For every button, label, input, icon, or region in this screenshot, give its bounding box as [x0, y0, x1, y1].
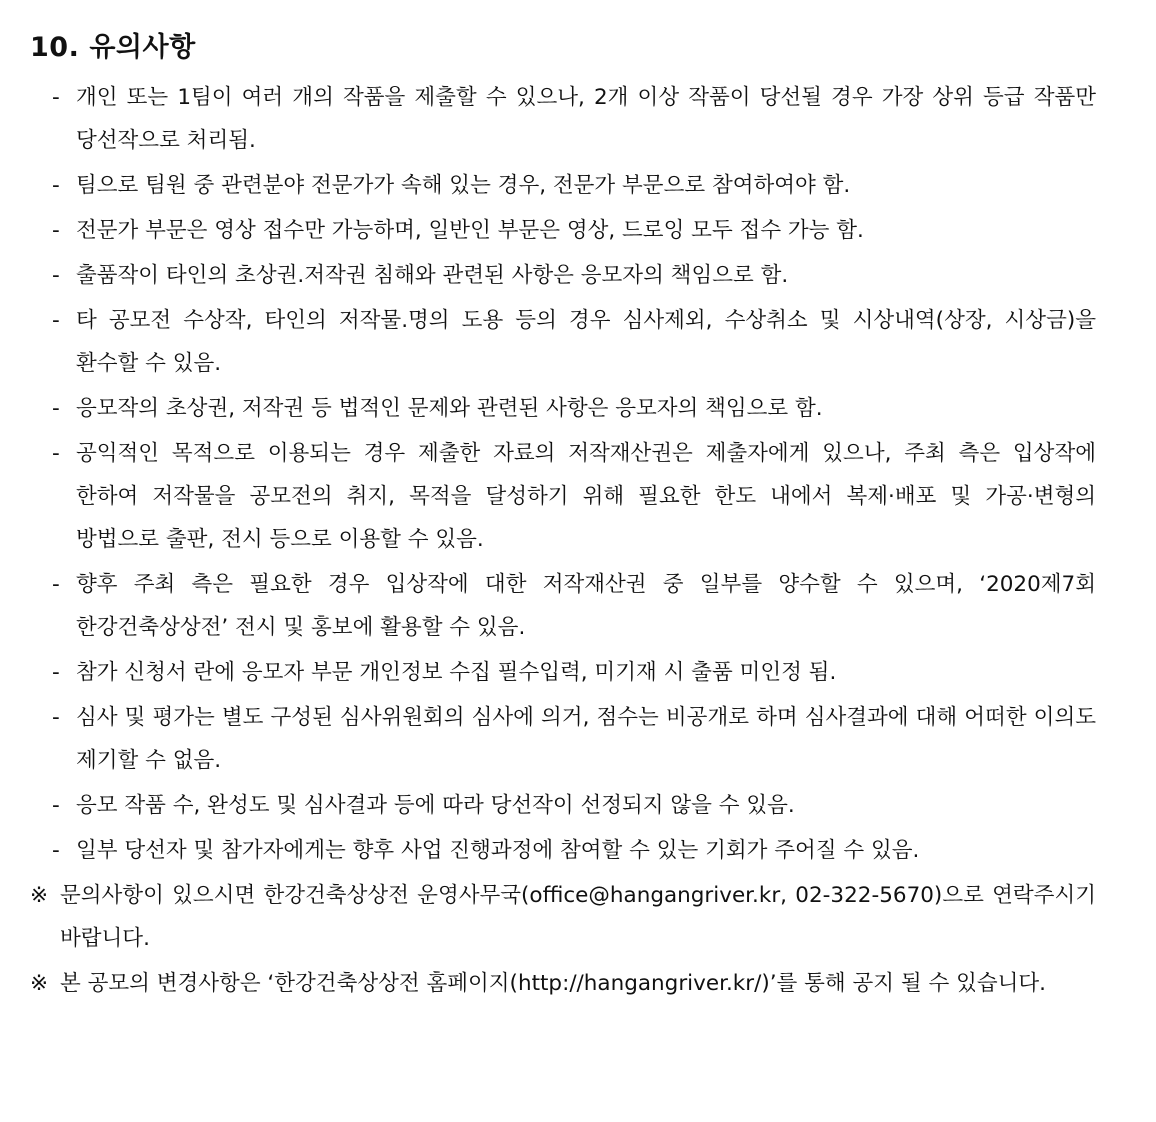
notice-item [30, 432, 1096, 561]
section-number: 10. [30, 32, 80, 63]
bullet-marker: - [52, 705, 60, 730]
notice-item [30, 651, 1096, 694]
bullet-marker: - [52, 85, 60, 110]
reference-mark: ※ [30, 971, 49, 996]
notice-item-text: 팀으로 팀원 중 관련분야 전문가가 속해 있는 경우, 전문가 부문으로 참여하여야 함. [76, 173, 851, 198]
change-notice-text: 본 공모의 변경사항은 ‘한강건축상상전 홈페이지(http://hangangriver.kr/)’를 통해 공지 될 수 있습니다. [60, 971, 1047, 996]
notice-item-text: 타 공모전 수상작, 타인의 저작물.명의 도용 등의 경우 심사제외, 수상취소 및 시상내역(상장, 시상금)을 환수할 수 있음. [76, 308, 1096, 376]
notice-item-text: 개인 또는 1팀이 여러 개의 작품을 제출할 수 있으나, 2개 이상 작품이 당선될 경우 가장 상위 등급 작품만 당선작으로 처리됨. [76, 85, 1096, 153]
bullet-marker: - [52, 572, 60, 597]
notice-item-text: 응모작의 초상권, 저작권 등 법적인 문제와 관련된 사항은 응모자의 책임으로 함. [76, 396, 823, 421]
notice-item-text: 참가 신청서 란에 응모자 부문 개인정보 수집 필수입력, 미기재 시 출품 미인정 됨. [76, 660, 837, 685]
notice-item [30, 76, 1096, 162]
section-heading [30, 28, 1096, 68]
notice-item-text: 전문가 부문은 영상 접수만 가능하며, 일반인 부문은 영상, 드로잉 모두 접수 가능 함. [76, 218, 864, 243]
notice-item [30, 784, 1096, 827]
notice-item [30, 829, 1096, 872]
notice-item [30, 209, 1096, 252]
bullet-marker: - [52, 838, 60, 863]
notice-item [30, 299, 1096, 385]
bullet-marker: - [52, 660, 60, 685]
notice-item-text: 심사 및 평가는 별도 구성된 심사위원회의 심사에 의거, 점수는 비공개로 하며 심사결과에 대해 어떠한 이의도 제기할 수 없음. [76, 705, 1096, 773]
bullet-marker: - [52, 793, 60, 818]
notice-item-text: 출품작이 타인의 초상권.저작권 침해와 관련된 사항은 응모자의 책임으로 함. [76, 263, 789, 288]
reference-mark: ※ [30, 883, 49, 908]
section-title: 유의사항 [89, 32, 196, 63]
notice-item [30, 164, 1096, 207]
notice-item-text: 일부 당선자 및 참가자에게는 향후 사업 진행과정에 참여할 수 있는 기회가 주어질 수 있음. [76, 838, 920, 863]
bullet-marker: - [52, 308, 60, 333]
bullet-marker: - [52, 396, 60, 421]
notice-item-text: 공익적인 목적으로 이용되는 경우 제출한 자료의 저작재산권은 제출자에게 있으나, 주최 측은 입상작에 한하여 저작물을 공모전의 취지, 목적을 달성하기 위해 필요한 한도 내에서 복제·배포 및 가공·변형의 방법으로 출판, 전시 등으로 이용할 수 있음. [76, 441, 1096, 552]
notice-item [30, 387, 1096, 430]
contact-note-text: 문의사항이 있으시면 한강건축상상전 운영사무국(office@hangangriver.kr, 02-322-5670)으로 연락주시기 바랍니다. [60, 883, 1096, 951]
notice-item [30, 696, 1096, 782]
bullet-marker: - [52, 173, 60, 198]
notice-item-text: 응모 작품 수, 완성도 및 심사결과 등에 따라 당선작이 선정되지 않을 수 있음. [76, 793, 795, 818]
bullet-marker: - [52, 263, 60, 288]
notice-item [30, 254, 1096, 297]
notice-item-text: 향후 주최 측은 필요한 경우 입상작에 대한 저작재산권 중 일부를 양수할 수 있으며, ‘2020제7회 한강건축상상전’ 전시 및 홍보에 활용할 수 있음. [76, 572, 1096, 640]
change-notice-note [30, 962, 1096, 1005]
bullet-marker: - [52, 218, 60, 243]
notice-item [30, 563, 1096, 649]
contact-note [30, 874, 1096, 960]
bullet-marker: - [52, 441, 60, 466]
